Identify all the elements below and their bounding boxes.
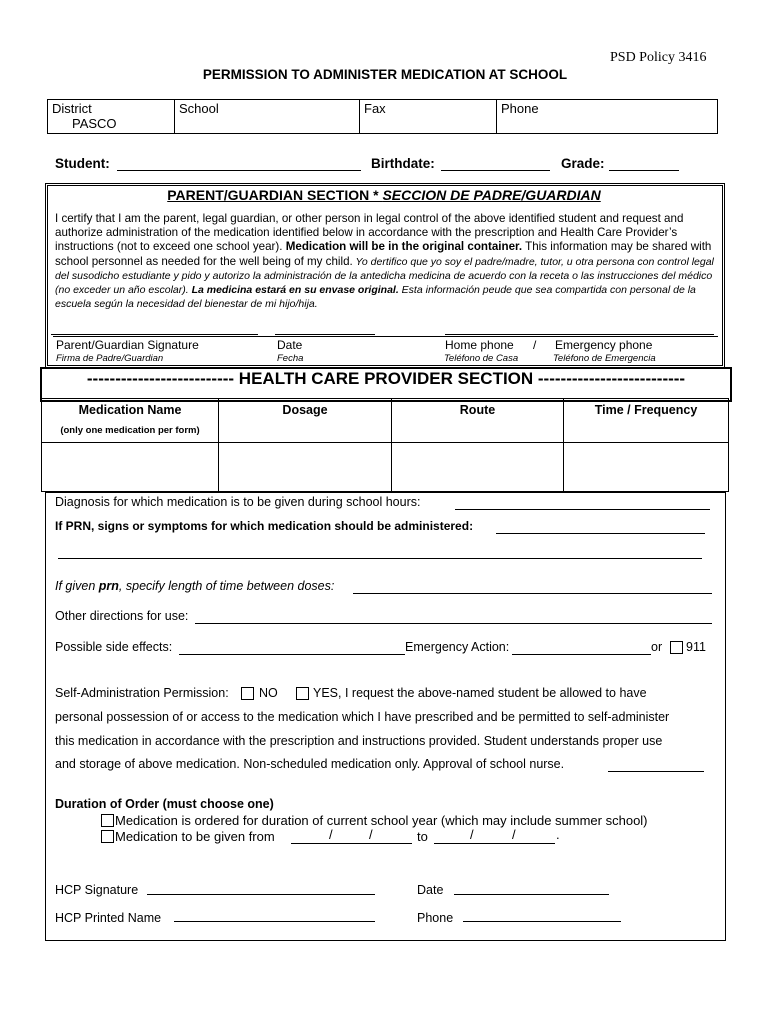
fax-cell[interactable] — [360, 100, 497, 134]
parent-date-label: Date — [277, 338, 303, 352]
self-admin-yes-checkbox[interactable] — [296, 687, 309, 700]
self-admin-no-label: NO — [259, 686, 278, 700]
self-admin-yes-label: YES, I request the above-named student be allowed to have — [313, 686, 647, 700]
parent-phone-line[interactable] — [445, 334, 714, 335]
parent-date-line[interactable] — [275, 334, 375, 335]
hcp-signature-label: HCP Signature — [55, 883, 139, 897]
duration-school-year-checkbox[interactable] — [101, 814, 114, 827]
school-info-table — [47, 99, 718, 134]
side-effects-field[interactable] — [179, 640, 405, 655]
self-admin-text-line-4: and storage of above medication. Non-scheduled medication only. Approval of school nurse. — [55, 757, 565, 771]
phone-cell[interactable] — [497, 100, 718, 134]
911-checkbox[interactable] — [670, 641, 683, 654]
emergency-action-label: Emergency Action: — [405, 640, 510, 654]
parent-section-title: PARENT/GUARDIAN SECTION * SECCION DE PADRE/GUARDIAN — [167, 187, 601, 203]
hcp-section-title: -------------------------- HEALTH CARE PROVIDER SECTION -------------------------- — [86, 369, 686, 388]
dosage-header: Dosage — [219, 399, 392, 443]
hcp-date-field[interactable] — [454, 882, 609, 895]
self-admin-text-line-3: this medication in accordance with the prescription and instructions provided. Student understands proper use — [55, 734, 663, 748]
start-date-field[interactable] — [291, 829, 412, 844]
phone-slash: / — [533, 338, 537, 352]
school-cell[interactable] — [175, 100, 360, 134]
self-admin-no-checkbox[interactable] — [241, 687, 254, 700]
district-cell[interactable] — [48, 100, 175, 134]
parent-consent-text: I certify that I am the parent, legal guardian, or other person in legal control of the above identified student and request and authorize administration of the medication identified below in accordance with the prescription and Health Care Provider’s instructions (not to exceed one school year). Medication will be in the original container. This information may be shared with school personnel as needed for the well being of my child. Yo dertifico que yo soy el padre/madre, tutor, u otra persona con control legal del susodicho estudiante y pido y autorizo la administración de la antedicha medicina de acuerdo con la receta o las instrucciones del médico (no exceder un año escolar). La medicina estará en su envase original. Esta información peude que sea compartida con personal de la escuela según la necesidad del bienestar de mi hijo/hija. — [55, 212, 714, 311]
end-date-slash-2: / — [512, 827, 516, 842]
district-label: District — [52, 101, 92, 116]
student-field[interactable] — [117, 156, 361, 171]
route-cell[interactable] — [392, 443, 564, 492]
start-date-slash-2: / — [369, 827, 373, 842]
grade-field[interactable] — [609, 156, 679, 171]
home-phone-label: Home phone — [445, 338, 514, 352]
emergency-action-field[interactable] — [512, 640, 651, 655]
parent-signature-line[interactable] — [51, 334, 258, 335]
emergency-phone-sublabel: Teléfono de Emergencia — [553, 353, 656, 364]
parent-signature-sublabel: Firma de Padre/Guardian — [56, 353, 164, 364]
time-frequency-cell[interactable] — [564, 443, 729, 492]
end-date-field[interactable] — [434, 829, 555, 844]
nurse-approval-field[interactable] — [608, 757, 704, 772]
hcp-phone-field[interactable] — [463, 909, 621, 922]
duration-title: Duration of Order (must choose one) — [55, 797, 274, 811]
student-label: Student: — [55, 156, 110, 171]
medication-table — [41, 398, 729, 492]
fax-label: Fax — [364, 101, 386, 116]
duration-school-year-label: Medication is ordered for duration of current school year (which may include summer school) — [115, 813, 648, 828]
prn-interval-label: If given prn, specify length of time between doses: — [55, 579, 335, 593]
school-label: School — [179, 101, 219, 116]
medication-name-header: Medication Name (only one medication per form) — [42, 399, 219, 443]
self-admin-label: Self-Administration Permission: — [55, 686, 229, 700]
hcp-printed-name-field[interactable] — [174, 909, 375, 922]
grade-label: Grade: — [561, 156, 605, 171]
duration-to-label: to — [417, 829, 428, 844]
other-directions-label: Other directions for use: — [55, 609, 189, 623]
diagnosis-field[interactable] — [455, 495, 710, 510]
prn-interval-field[interactable] — [353, 579, 712, 594]
parent-date-sublabel: Fecha — [277, 353, 304, 364]
side-effects-label: Possible side effects: — [55, 640, 173, 654]
self-admin-text-line-2: personal possession of or access to the medication which I have prescribed and be permitted to self-administer — [55, 710, 670, 724]
start-date-slash-1: / — [329, 827, 333, 842]
hcp-printed-name-label: HCP Printed Name — [55, 911, 162, 925]
911-label: 911 — [686, 640, 706, 654]
diagnosis-label: Diagnosis for which medication is to be given during school hours: — [55, 495, 421, 509]
end-date-slash-1: / — [470, 827, 474, 842]
other-directions-field[interactable] — [195, 609, 712, 624]
or-label: or — [651, 640, 663, 654]
hcp-signature-field[interactable] — [147, 882, 375, 895]
duration-range-label: Medication to be given from — [115, 829, 275, 844]
prn-field[interactable] — [496, 519, 705, 534]
home-phone-sublabel: Teléfono de Casa — [444, 353, 519, 364]
birthdate-field[interactable] — [441, 156, 550, 171]
policy-number: PSD Policy 3416 — [610, 50, 707, 65]
form-title: PERMISSION TO ADMINISTER MEDICATION AT SCHOOL — [202, 67, 568, 82]
time-frequency-header: Time / Frequency — [564, 399, 729, 443]
route-header: Route — [392, 399, 564, 443]
medication-name-cell[interactable] — [42, 443, 219, 492]
duration-range-checkbox[interactable] — [101, 830, 114, 843]
birthdate-label: Birthdate: — [371, 156, 435, 171]
parent-signature-divider — [53, 336, 718, 337]
end-date-period: . — [556, 827, 560, 842]
district-value: PASCO — [72, 116, 117, 131]
emergency-phone-label: Emergency phone — [555, 338, 653, 352]
prn-field-line-2[interactable] — [58, 544, 702, 559]
hcp-phone-label: Phone — [417, 911, 454, 925]
phone-label: Phone — [501, 101, 539, 116]
dosage-cell[interactable] — [219, 443, 392, 492]
prn-label: If PRN, signs or symptoms for which medication should be administered: — [55, 519, 474, 533]
parent-signature-label: Parent/Guardian Signature — [56, 338, 199, 352]
hcp-date-label: Date — [417, 883, 444, 897]
